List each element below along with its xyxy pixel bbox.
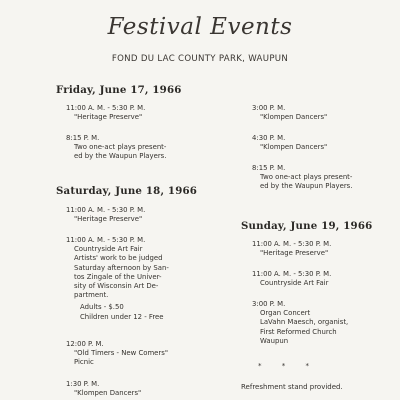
event-line: tos Zingale of the Univer- (74, 272, 162, 281)
event-line: Countryside Art Fair (74, 245, 143, 254)
friday-event-2 (66, 134, 166, 162)
event-time: 1:30 P. M. (66, 380, 100, 388)
friday-event-1 (66, 104, 145, 122)
page-subtitle: FOND DU LAC COUNTY PARK, WAUPUN (111, 54, 289, 64)
event-line: partment. (74, 291, 109, 300)
event-time: 11:00 A. M. - 5:30 P. M. (66, 206, 146, 214)
event-time: 3:00 P. M. (252, 104, 286, 112)
event-time: 4:30 P. M. (252, 134, 286, 142)
event-subline: Children under 12 - Free (80, 312, 164, 321)
event-line: Artists' work to be judged (74, 254, 163, 263)
event-line: Two one-act plays present- (260, 173, 353, 182)
event-line: sity of Wisconsin Art De- (74, 282, 159, 291)
saturday-event-7 (252, 164, 352, 192)
event-line: Countryside Art Fair (260, 279, 329, 288)
event-time: 11:00 A. M. - 5:30 P. M. (252, 270, 332, 278)
event-line: Waupun (260, 336, 289, 345)
event-line: "Old Timers - New Comers" (74, 349, 169, 358)
event-line: LaVahn Maesch, organist, (260, 318, 349, 327)
event-time: 3:00 P. M. (252, 300, 286, 308)
event-line: Picnic (74, 358, 94, 367)
saturday-event-2 (66, 236, 169, 322)
sunday-event-3 (252, 300, 348, 346)
event-time: 8:15 P. M. (252, 164, 286, 172)
event-line: "Klompen Dancers" (260, 113, 328, 122)
saturday-event-4 (66, 380, 141, 398)
event-line: Organ Concert (260, 309, 311, 318)
event-line: "Heritage Preserve" (74, 113, 143, 122)
event-line: Saturday afternoon by San- (74, 263, 169, 272)
saturday-event-5 (252, 104, 327, 122)
event-subline: Adults - $.50 (80, 303, 124, 312)
event-line: ed by the Waupun Players. (260, 182, 353, 191)
refreshment-note: Refreshment stand provided. (241, 383, 343, 391)
event-line: ed by the Waupun Players. (74, 152, 167, 161)
sunday-heading: Sunday, June 19, 1966 (241, 220, 373, 232)
event-time: 11:00 A. M. - 5:30 P. M. (66, 236, 146, 244)
sunday-event-1 (252, 240, 331, 258)
friday-heading: Friday, June 17, 1966 (56, 84, 182, 96)
sunday-event-2 (252, 270, 331, 288)
saturday-event-3 (66, 340, 168, 368)
page-title: Festival Events (107, 14, 293, 40)
event-line: First Reformed Church (260, 327, 337, 336)
event-line: "Klompen Dancers" (74, 389, 142, 398)
event-line: Two one-act plays present- (74, 143, 167, 152)
saturday-heading: Saturday, June 18, 1966 (56, 185, 198, 197)
event-line: "Heritage Preserve" (260, 249, 329, 258)
saturday-event-1 (66, 206, 145, 224)
event-time: 11:00 A. M. - 5:30 P. M. (252, 240, 332, 248)
saturday-event-6 (252, 134, 327, 152)
event-line: "Heritage Preserve" (74, 215, 143, 224)
event-time: 8:15 P. M. (66, 134, 100, 142)
event-time: 11:00 A. M. - 5:30 P. M. (66, 104, 146, 112)
event-time: 12:00 P. M. (66, 340, 104, 348)
separator-stars: * * * (258, 362, 318, 370)
event-line: "Klompen Dancers" (260, 143, 328, 152)
